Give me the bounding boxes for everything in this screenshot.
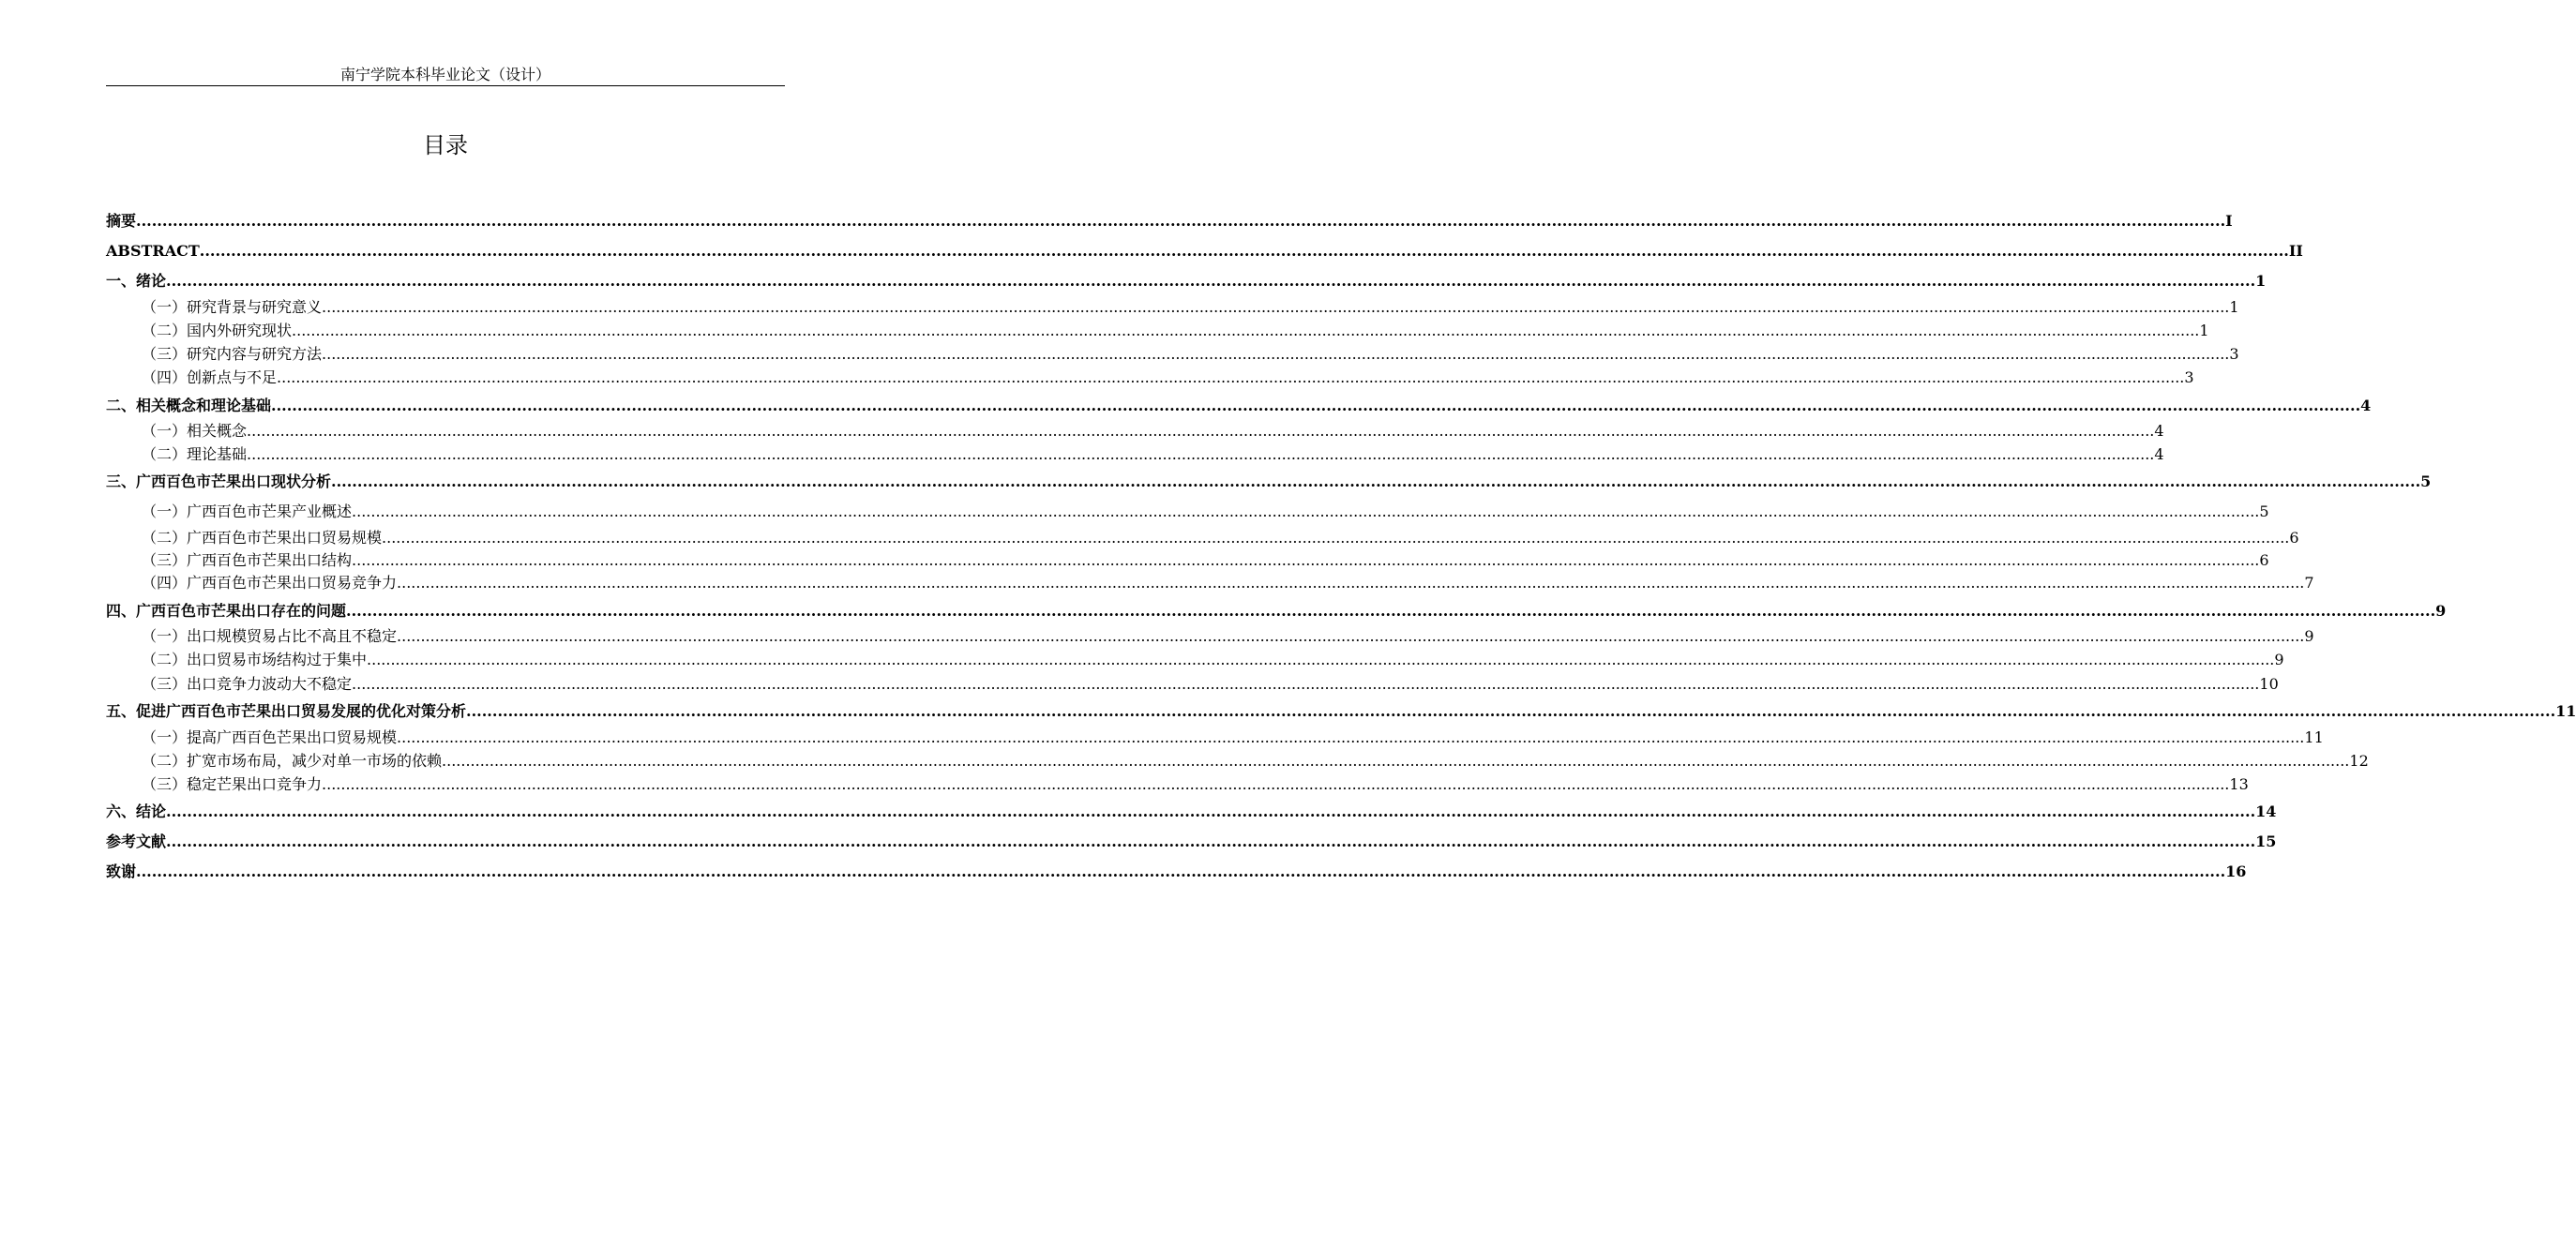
toc-entry[interactable] bbox=[142, 525, 2299, 548]
toc-entry[interactable] bbox=[142, 671, 2279, 694]
toc-entry-page: 1 bbox=[2255, 272, 2267, 290]
toc-entry-label: ABSTRACT bbox=[106, 242, 200, 260]
toc-entry[interactable] bbox=[142, 570, 2314, 592]
dot-leader: ................................................................................................................................................................................................................................................................................................................................................................................................................ bbox=[466, 702, 2556, 720]
toc-entry-label: （三）出口竞争力波动大不稳定 bbox=[142, 675, 353, 693]
toc-entry-label: 摘要 bbox=[106, 212, 137, 230]
toc-entry-page: 13 bbox=[2229, 775, 2249, 793]
toc-entry-page: 5 bbox=[2259, 502, 2269, 520]
dot-leader: ................................................................................................................................................................................................................................................................................................................................................................................................................ bbox=[199, 242, 2289, 260]
toc-entry-page: 16 bbox=[2225, 862, 2247, 880]
toc-entry[interactable] bbox=[106, 829, 2277, 851]
toc-entry-page: I bbox=[2225, 212, 2233, 230]
toc-entry-page: 1 bbox=[2229, 298, 2239, 316]
toc-entry-page: 7 bbox=[2304, 574, 2314, 592]
dot-leader: ................................................................................................................................................................................................................................................................................................................................................................................................................ bbox=[247, 422, 2155, 440]
toc-entry-label: 参考文献 bbox=[106, 832, 167, 850]
running-header: 南宁学院本科毕业论文（设计） bbox=[106, 66, 785, 86]
toc-entry-label: （二）国内外研究现状 bbox=[142, 322, 293, 339]
toc-entry-label: 五、促进广西百色市芒果出口贸易发展的优化对策分析 bbox=[106, 702, 467, 720]
toc-entry[interactable] bbox=[106, 799, 2277, 821]
dot-leader: ................................................................................................................................................................................................................................................................................................................................................................................................................ bbox=[397, 574, 2305, 592]
dot-leader: ................................................................................................................................................................................................................................................................................................................................................................................................................ bbox=[166, 802, 2256, 820]
toc-entry-label: 三、广西百色市芒果出口现状分析 bbox=[106, 472, 332, 490]
toc-entry-label: （四）广西百色市芒果出口贸易竞争力 bbox=[142, 574, 398, 592]
dot-leader: ................................................................................................................................................................................................................................................................................................................................................................................................................ bbox=[166, 832, 2256, 850]
dot-leader: ................................................................................................................................................................................................................................................................................................................................................................................................................ bbox=[346, 602, 2436, 620]
dot-leader: ................................................................................................................................................................................................................................................................................................................................................................................................................ bbox=[352, 551, 2260, 569]
toc-entry-page: 6 bbox=[2259, 551, 2269, 569]
toc-entry-page: 3 bbox=[2184, 368, 2194, 386]
toc-entry[interactable] bbox=[106, 859, 2247, 881]
toc-entry[interactable] bbox=[142, 499, 2269, 521]
toc-entry-page: 4 bbox=[2360, 397, 2372, 414]
toc-entry-page: 4 bbox=[2154, 445, 2164, 463]
toc-entry-label: （一）出口规模贸易占比不高且不稳定 bbox=[142, 627, 398, 645]
toc-entry-label: （一）研究背景与研究意义 bbox=[142, 298, 323, 316]
toc-entry-label: （二）广西百色市芒果出口贸易规模 bbox=[142, 529, 383, 547]
toc-entry-page: 1 bbox=[2199, 322, 2209, 339]
toc-entry[interactable] bbox=[142, 772, 2249, 794]
dot-leader: ................................................................................................................................................................................................................................................................................................................................................................................................................ bbox=[136, 212, 2226, 230]
toc-entry-label: （二）扩宽市场布局，减少对单一市场的依赖 bbox=[142, 752, 443, 770]
toc-entry-label: 二、相关概念和理论基础 bbox=[106, 397, 272, 414]
dot-leader: ................................................................................................................................................................................................................................................................................................................................................................................................................ bbox=[352, 675, 2260, 693]
dot-leader: ................................................................................................................................................................................................................................................................................................................................................................................................................ bbox=[322, 298, 2230, 316]
dot-leader: ................................................................................................................................................................................................................................................................................................................................................................................................................ bbox=[166, 272, 2256, 290]
toc-entry[interactable] bbox=[142, 341, 2239, 364]
toc-entry-label: 四、广西百色市芒果出口存在的问题 bbox=[106, 602, 347, 620]
toc-entry-page: 10 bbox=[2259, 675, 2279, 693]
dot-leader: ................................................................................................................................................................................................................................................................................................................................................................................................................ bbox=[322, 345, 2230, 363]
dot-leader: ................................................................................................................................................................................................................................................................................................................................................................................................................ bbox=[442, 752, 2350, 770]
dot-leader: ................................................................................................................................................................................................................................................................................................................................................................................................................ bbox=[382, 529, 2290, 547]
toc-entry[interactable] bbox=[142, 365, 2194, 387]
toc-entry[interactable] bbox=[106, 393, 2372, 415]
dot-leader: ................................................................................................................................................................................................................................................................................................................................................................................................................ bbox=[247, 445, 2155, 463]
toc-entry-label: 致谢 bbox=[106, 862, 137, 880]
toc-entry[interactable] bbox=[142, 548, 2269, 570]
toc-entry-page: 9 bbox=[2304, 627, 2314, 645]
toc-entry[interactable] bbox=[142, 647, 2284, 669]
dot-leader: ................................................................................................................................................................................................................................................................................................................................................................................................................ bbox=[331, 472, 2421, 490]
dot-leader: ................................................................................................................................................................................................................................................................................................................................................................................................................ bbox=[322, 775, 2230, 793]
dot-leader: ................................................................................................................................................................................................................................................................................................................................................................................................................ bbox=[367, 651, 2275, 668]
toc-entry-page: 3 bbox=[2229, 345, 2239, 363]
toc-entry-page: 11 bbox=[2304, 728, 2324, 746]
toc-entry-label: （三）研究内容与研究方法 bbox=[142, 345, 323, 363]
dot-leader: ................................................................................................................................................................................................................................................................................................................................................................................................................ bbox=[397, 627, 2305, 645]
toc-entry[interactable] bbox=[106, 598, 2447, 621]
toc-entry-page: 11 bbox=[2555, 702, 2576, 720]
toc-entry-label: （四）创新点与不足 bbox=[142, 368, 278, 386]
toc-entry-page: 14 bbox=[2255, 802, 2277, 820]
toc-entry-label: （二）出口贸易市场结构过于集中 bbox=[142, 651, 368, 668]
dot-leader: ................................................................................................................................................................................................................................................................................................................................................................................................................ bbox=[292, 322, 2200, 339]
dot-leader: ................................................................................................................................................................................................................................................................................................................................................................................................................ bbox=[397, 728, 2305, 746]
toc-entry-page: II bbox=[2288, 242, 2303, 260]
toc-entry-label: （一）提高广西百色芒果出口贸易规模 bbox=[142, 728, 398, 746]
toc-entry-label: （三）广西百色市芒果出口结构 bbox=[142, 551, 353, 569]
toc-entry-label: 一、绪论 bbox=[106, 272, 167, 290]
dot-leader: ................................................................................................................................................................................................................................................................................................................................................................................................................ bbox=[277, 368, 2185, 386]
toc-entry-page: 15 bbox=[2255, 832, 2277, 850]
toc-entry-label: 六、结论 bbox=[106, 802, 167, 820]
toc-entry-page: 9 bbox=[2274, 651, 2284, 668]
toc-entry[interactable] bbox=[142, 294, 2239, 317]
toc-entry[interactable] bbox=[142, 442, 2164, 464]
toc-entry[interactable] bbox=[106, 208, 2233, 231]
toc-entry[interactable] bbox=[142, 725, 2324, 747]
toc-entry-page: 4 bbox=[2154, 422, 2164, 440]
toc-entry[interactable] bbox=[142, 623, 2314, 646]
toc-entry-page: 6 bbox=[2289, 529, 2299, 547]
toc-entry-label: （一）广西百色市芒果产业概述 bbox=[142, 502, 353, 520]
toc-entry-label: （一）相关概念 bbox=[142, 422, 248, 440]
toc-entry-label: （三）稳定芒果出口竞争力 bbox=[142, 775, 323, 793]
toc-entry[interactable] bbox=[106, 469, 2432, 491]
toc-entry-label: （二）理论基础 bbox=[142, 445, 248, 463]
toc-entry[interactable] bbox=[106, 268, 2267, 291]
dot-leader: ................................................................................................................................................................................................................................................................................................................................................................................................................ bbox=[271, 397, 2361, 414]
toc-entry-page: 12 bbox=[2349, 752, 2369, 770]
toc-entry[interactable] bbox=[142, 318, 2209, 340]
dot-leader: ................................................................................................................................................................................................................................................................................................................................................................................................................ bbox=[136, 862, 2226, 880]
dot-leader: ................................................................................................................................................................................................................................................................................................................................................................................................................ bbox=[352, 502, 2260, 520]
toc-entry[interactable] bbox=[142, 748, 2369, 771]
toc-entry[interactable] bbox=[106, 238, 2303, 261]
toc-entry-page: 9 bbox=[2435, 602, 2447, 620]
toc-entry[interactable] bbox=[106, 698, 2576, 721]
toc-entry-page: 5 bbox=[2420, 472, 2432, 490]
toc-entry[interactable] bbox=[142, 418, 2164, 441]
page-title: 目录 bbox=[423, 132, 468, 158]
